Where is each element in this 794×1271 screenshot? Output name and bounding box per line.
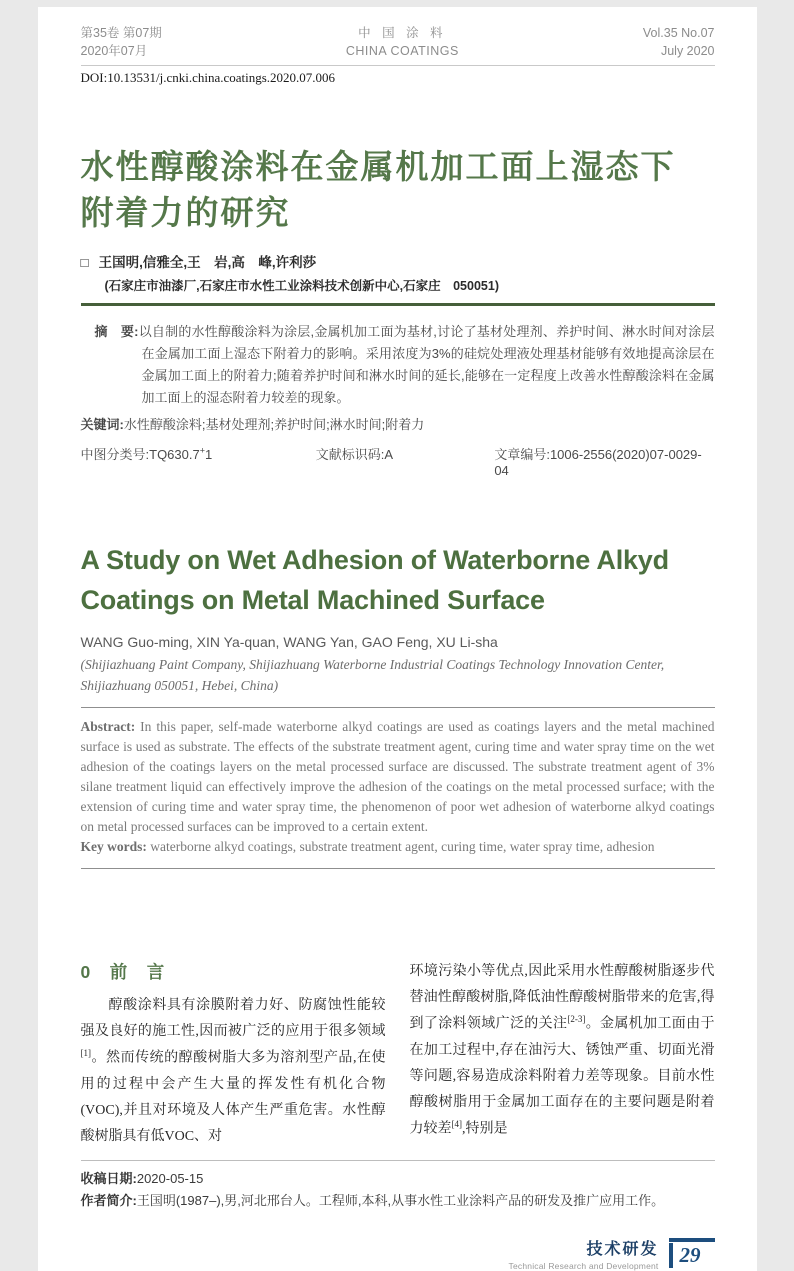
abstract-en-paragraph xyxy=(81,717,715,837)
authors-en: WANG Guo-ming, XIN Ya-quan, WANG Yan, GAO Feng, XU Li-sha xyxy=(80,633,498,650)
abstract-cn-text: 以自制的水性醇酸涂料为涂层,金属机加工面为基材,讨论了基材处理剂、养护时间、淋水时间对涂层在金属加工面上湿态下附着力的影响。采用浓度为3%的硅烷处理液处理基材能够有效地提高涂层在金属加工面上的附着力;随着养护时间和淋水时间的延长,能够在一定程度上改善水性醇酸涂料在金属加工面上的湿态附着力较差的现象。 xyxy=(138,324,715,405)
affiliation-en-wrap xyxy=(81,655,715,709)
clc-label: 中图分类号: xyxy=(80,446,150,462)
volume-issue: 第35卷 第07期 xyxy=(80,26,162,40)
received-date-value: 2020-05-15 xyxy=(136,1171,204,1187)
article-title-en: A Study on Wet Adhesion of Waterborne Alkyd Coatings on Metal Machined Surface xyxy=(80,544,669,616)
article-id xyxy=(494,444,714,478)
body-paragraph-right: 环境污染小等优点,因此采用水性醇酸树脂逐步代替油性醇酸树脂,降低油性醇酸树脂带来的危害,得到了涂料领域广泛的关注[2-3]。金属机加工面由于在加工过程中,存在油污大、锈蚀严重、切面光滑等问题,容易造成涂料附着力差等现象。目前水性醇酸树脂用于金属加工面存在的主要问题是附着力较差[4],特别是 xyxy=(409,964,715,1137)
page-number-box xyxy=(669,1238,715,1268)
keywords-cn-row xyxy=(81,414,715,433)
keywords-cn-text: 水性醇酸涂料;基材处理剂;养护时间;淋水时间;附着力 xyxy=(123,416,425,432)
journal-header xyxy=(81,24,715,66)
volume-issue-en: Vol.35 No.07 xyxy=(642,26,715,40)
issue-date-en: July 2020 xyxy=(660,44,715,59)
affiliation-en: (Shijiazhuang Paint Company, Shijiazhuang Waterborne Industrial Coatings Technology Innovation Center, Shijiazhuang 050051, Hebei, China) xyxy=(80,656,665,693)
journal-header-right xyxy=(643,24,715,60)
issue-date-cn: 2020年07月 xyxy=(80,44,148,59)
category-cn: 技术研发 xyxy=(586,1241,659,1259)
abstract-cn-paragraph xyxy=(95,321,715,408)
keywords-en-label: Key words: xyxy=(80,839,147,855)
doi-line: DOI:10.13531/j.cnki.china.coatings.2020.07.006 xyxy=(80,70,336,86)
article-title-cn-line1: 水性醇酸涂料在金属机加工面上湿态下 xyxy=(80,148,676,186)
green-divider-rule xyxy=(81,303,715,306)
page-number: 29 xyxy=(679,1243,701,1268)
footer-right xyxy=(81,1238,715,1271)
authors-cn: 王国明,信雅全,王 岩,高 峰,许利莎 xyxy=(98,255,317,271)
classification-row xyxy=(81,444,715,478)
keywords-en-text: waterborne alkyd coatings, substrate treatment agent, curing time, water spray time, adhesion xyxy=(150,839,655,855)
author-bio-line xyxy=(81,1190,715,1212)
paper-page xyxy=(38,7,757,1271)
footnotes xyxy=(81,1160,715,1212)
author-bio-label: 作者简介: xyxy=(80,1193,137,1209)
section-0-heading: 0 前 言 xyxy=(80,962,166,983)
received-date-label: 收稿日期: xyxy=(80,1171,137,1187)
page-number-bar xyxy=(669,1243,673,1268)
document-code-label: 文献标识码: xyxy=(315,446,385,462)
article-title-cn xyxy=(81,144,715,235)
author-bio-text: 王国明(1987–),男,河北邢台人。工程师,本科,从事水性工业涂料产品的研发及推广应用工作。 xyxy=(136,1193,665,1209)
body-column-right xyxy=(410,959,715,1150)
abstract-cn-label: 摘 要: xyxy=(94,324,139,340)
keywords-cn-label: 关键词: xyxy=(80,416,124,432)
journal-header-left xyxy=(81,24,162,60)
category-block xyxy=(509,1238,659,1271)
article-id-label: 文章编号: xyxy=(494,446,550,462)
journal-name-cn: 中 国 涂 料 xyxy=(358,26,447,40)
abstract-en-label: Abstract: xyxy=(80,719,136,735)
body-column-left xyxy=(81,959,386,1150)
affiliation-cn: (石家庄市油漆厂,石家庄市水性工业涂料技术创新中心,石家庄 050051) xyxy=(104,279,499,294)
body-paragraph-left: 醇酸涂料具有涂膜附着力好、防腐蚀性能较强及良好的施工性,因而被广泛的应用于很多领域[1]。然而传统的醇酸树脂大多为溶剂型产品,在使用的过程中会产生大量的挥发性有机化合物(VOC),并且对环境及人体产生严重危害。水性醇酸树脂具有低VOC、对 xyxy=(80,998,386,1145)
article-id-value: 1006-2556(2020)07-0029-04 xyxy=(494,446,702,478)
document-code-value: A xyxy=(384,446,393,462)
document-code xyxy=(316,444,495,478)
abstract-en-text: In this paper, self-made waterborne alkyd coatings are used as coatings layers and the metal machined surface is used as substrate. The effects of the substrate treatment agent, curing time and water spray time on the wet adhesion of the coatings layers on the metal processed surface are discussed. The substrate treatment agent of 3% silane treatment liquid can effectively improve the adhesion of the coatings on the metal processed surface; with the extension of curing time and water spray time, the phenomenon of poor wet adhesion of waterborne alkyd coatings on metal processed surfaces can be improved to a certain extent. xyxy=(80,719,715,835)
authors-cn-row xyxy=(81,251,715,271)
abstract-en-wrap xyxy=(81,717,715,869)
clc-sup: + xyxy=(199,445,205,456)
clc-number xyxy=(81,444,316,478)
clc-tail: 1 xyxy=(204,446,213,462)
article-title-cn-line2: 附着力的研究 xyxy=(80,193,291,231)
category-en: Technical Research and Development xyxy=(508,1260,659,1271)
journal-name-en: CHINA COATINGS xyxy=(345,44,459,59)
keywords-en-row xyxy=(81,839,715,855)
clc-base: TQ630.7 xyxy=(149,446,200,462)
received-date-line xyxy=(81,1168,715,1190)
body-columns xyxy=(81,959,715,1150)
journal-header-center xyxy=(346,24,459,60)
author-square-marker-icon: □ xyxy=(80,255,89,271)
